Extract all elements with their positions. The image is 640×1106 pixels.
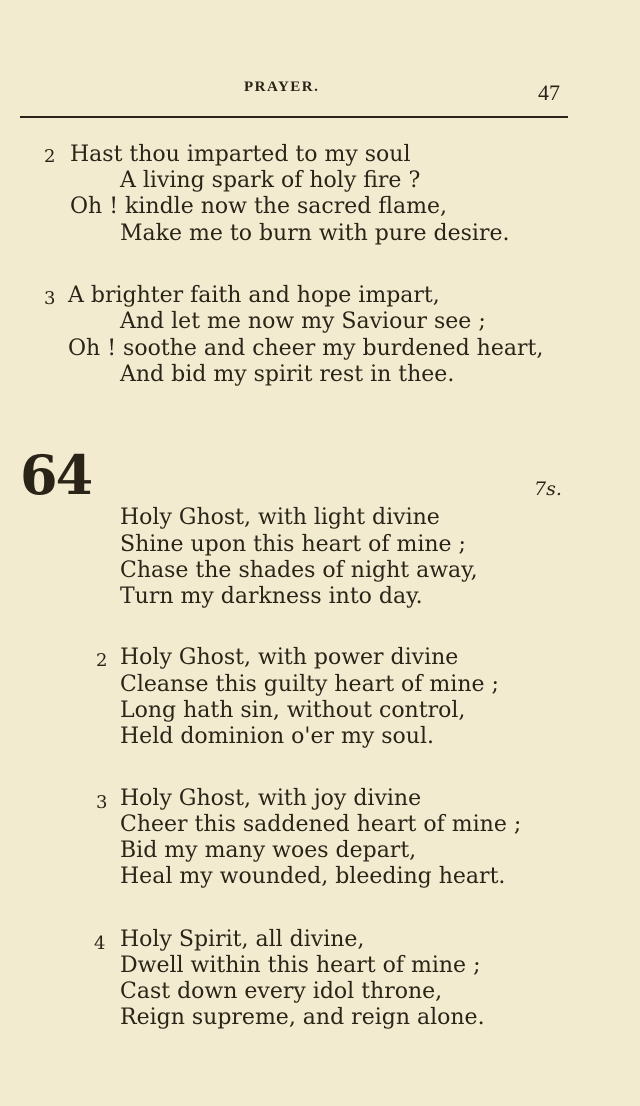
hymn-meter: 7s. xyxy=(534,478,562,500)
verse-line: Chase the shades of night away, xyxy=(120,558,478,583)
verse-line: Hast thou imparted to my soul xyxy=(70,142,411,167)
verse-line: Holy Ghost, with light divine xyxy=(120,505,440,530)
verse-number: 3 xyxy=(44,288,56,309)
verse-line: A living spark of holy fire ? xyxy=(120,168,421,193)
header-rule xyxy=(20,116,568,118)
verse-line: Oh ! kindle now the sacred flame, xyxy=(70,194,447,219)
verse-line: Long hath sin, without control, xyxy=(120,698,466,723)
verse-line: Heal my wounded, bleeding heart. xyxy=(120,864,506,889)
verse-line: Holy Spirit, all divine, xyxy=(120,927,365,952)
verse-line: And let me now my Saviour see ; xyxy=(120,309,486,334)
page-number: 47 xyxy=(538,80,560,105)
verse-line: Bid my many woes depart, xyxy=(120,838,417,863)
verse-line: Cleanse this guilty heart of mine ; xyxy=(120,672,499,697)
verse-line: Held dominion o'er my soul. xyxy=(120,724,434,749)
verse-number: 2 xyxy=(44,146,56,167)
verse-line: Turn my darkness into day. xyxy=(120,584,423,609)
verse-line: And bid my spirit rest in thee. xyxy=(120,362,455,387)
verse-line: Shine upon this heart of mine ; xyxy=(120,532,466,557)
verse-line: Holy Ghost, with joy divine xyxy=(120,786,422,811)
verse-line: Oh ! soothe and cheer my burdened heart, xyxy=(68,336,544,361)
verse-line: Make me to burn with pure desire. xyxy=(120,221,510,246)
section-title: PRAYER. xyxy=(244,79,320,95)
verse-line: Reign supreme, and reign alone. xyxy=(120,1005,485,1030)
verse-number: 2 xyxy=(96,650,108,671)
verse-number: 4 xyxy=(94,933,106,954)
verse-line: Cast down every idol throne, xyxy=(120,979,443,1004)
hymn-number: 64 xyxy=(20,443,92,507)
verse-line: A brighter faith and hope impart, xyxy=(68,283,440,308)
verse-line: Cheer this saddened heart of mine ; xyxy=(120,812,522,837)
verse-line: Dwell within this heart of mine ; xyxy=(120,953,481,978)
verse-number: 3 xyxy=(96,792,108,813)
verse-line: Holy Ghost, with power divine xyxy=(120,645,459,670)
